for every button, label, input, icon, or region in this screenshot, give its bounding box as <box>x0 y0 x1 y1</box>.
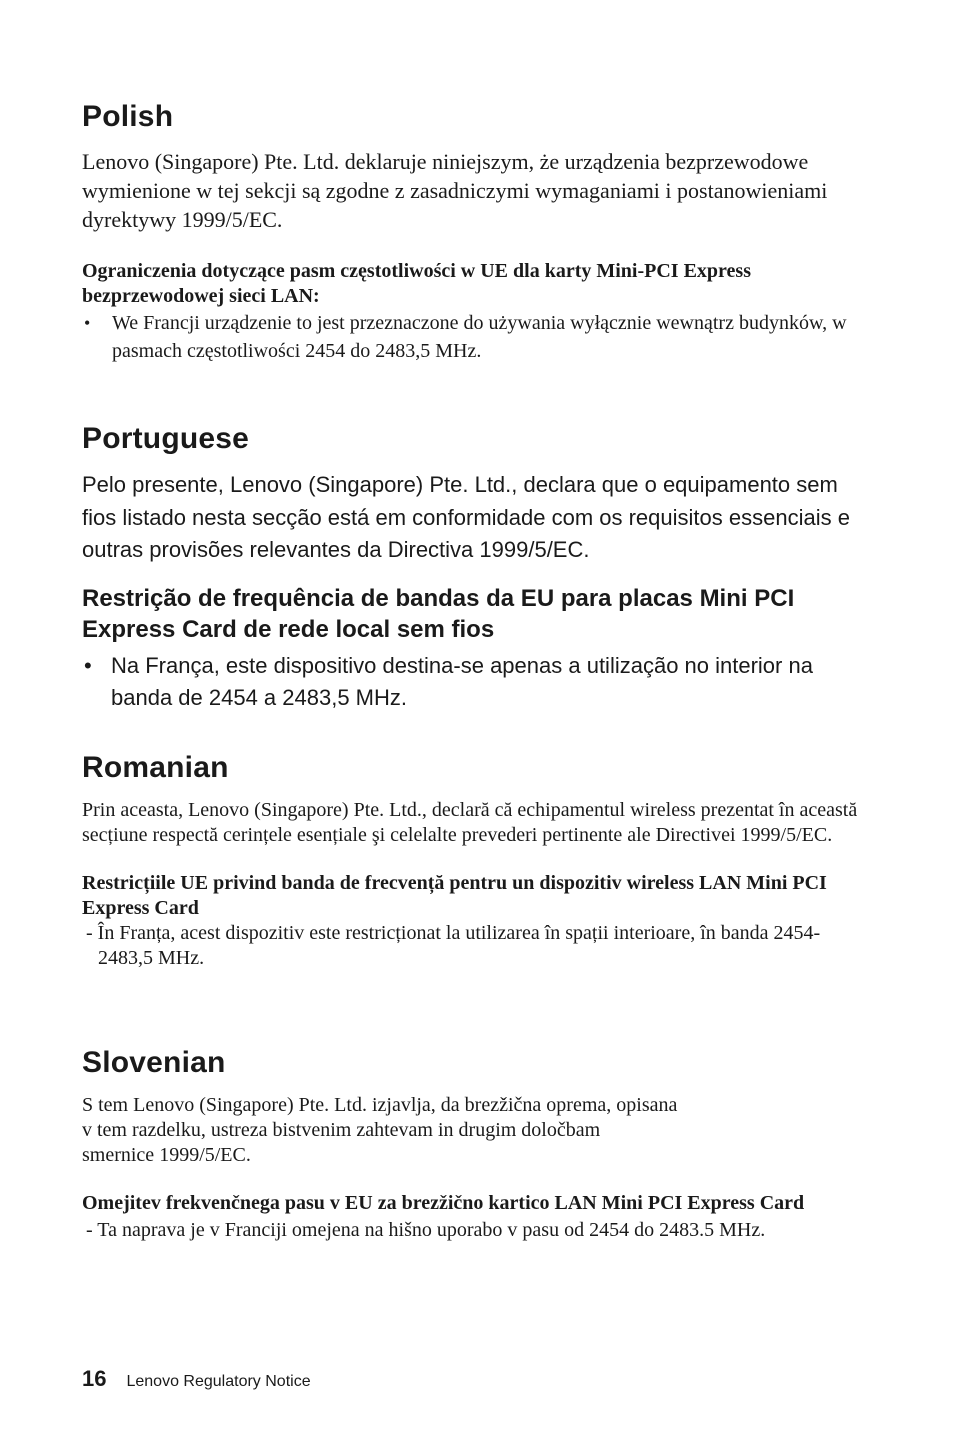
bullet-text-portuguese: Na França, este dispositivo destina-se apenas a utilização no interior na banda de 2454 a 2483,5 MHz. <box>111 652 813 710</box>
paragraph-line: S tem Lenovo (Singapore) Pte. Ltd. izjavlja, da brezžična oprema, opisana <box>82 1094 678 1116</box>
paragraph-polish: Lenovo (Singapore) Pte. Ltd. deklaruje niniejszym, że urządzenia bezprzewodowe wymienione w tej sekcji są zgodne z zasadniczymi wymaganiami i postanowieniami dyrektywy 1999/5/EC. <box>82 149 828 232</box>
bullet-text-polish: We Francji urządzenie to jest przeznaczone do używania wyłącznie wewnątrz budynków, w pasmach częstotliwości 2454 do 2483,5 MHz. <box>112 312 847 362</box>
paragraph-line: smernice 1999/5/EC. <box>82 1144 251 1166</box>
item-romanian: - În Franța, acest dispozitiv este restricționat la utilizarea în spații interioare, în banda 2454-2483,5 MHz. <box>86 922 821 969</box>
heading-romanian: Romanian <box>82 751 229 784</box>
bullet-portuguese <box>82 650 872 715</box>
paragraph-slovenian <box>82 1093 872 1168</box>
subheading-polish: Ograniczenia dotyczące pasm częstotliwości w UE dla karty Mini-PCI Express bezprzewodowej sieci LAN: <box>82 260 751 307</box>
paragraph-romanian: Prin aceasta, Lenovo (Singapore) Pte. Ltd., declară că echipamentul wireless prezentat în această secțiune respectă cerințele esențiale şi celelalte prevederi pertinente ale Directivei 1999/5/EC. <box>82 799 858 846</box>
heading-slovenian: Slovenian <box>82 1046 226 1079</box>
bullet-mark: • <box>84 652 92 678</box>
subheading-romanian: Restricțiile UE privind banda de frecvență pentru un dispozitiv wireless LAN Mini PCI Express Card <box>82 872 827 919</box>
bullet-polish <box>82 309 872 365</box>
section-slovenian <box>82 1046 872 1243</box>
item-slovenian: - Ta naprava je v Franciji omejena na hišno uporabo v pasu od 2454 do 2483.5 MHz. <box>86 1219 766 1241</box>
paragraph-portuguese: Pelo presente, Lenovo (Singapore) Pte. Ltd., declara que o equipamento sem fios listado nesta secção está em conformidade com os requisitos essenciais e outras provisões relevantes da Directiva 1999/5/EC. <box>82 472 850 562</box>
section-polish <box>82 100 872 365</box>
section-portuguese <box>82 422 872 715</box>
heading-polish: Polish <box>82 100 174 133</box>
section-romanian <box>82 751 872 971</box>
subheading-slovenian: Omejitev frekvenčnega pasu v EU za brezžično kartico LAN Mini PCI Express Card <box>82 1192 805 1214</box>
paragraph-line: v tem razdelku, ustreza bistvenim zahtevam in drugim določbam <box>82 1119 601 1141</box>
page-footer <box>82 1366 311 1392</box>
subheading-portuguese: Restrição de frequência de bandas da EU para placas Mini PCI Express Card de rede local sem fios <box>82 584 795 643</box>
heading-portuguese: Portuguese <box>82 422 250 455</box>
page-number: 16 <box>82 1366 107 1391</box>
bullet-mark: • <box>84 313 91 333</box>
footer-title: Lenovo Regulatory Notice <box>126 1373 311 1390</box>
